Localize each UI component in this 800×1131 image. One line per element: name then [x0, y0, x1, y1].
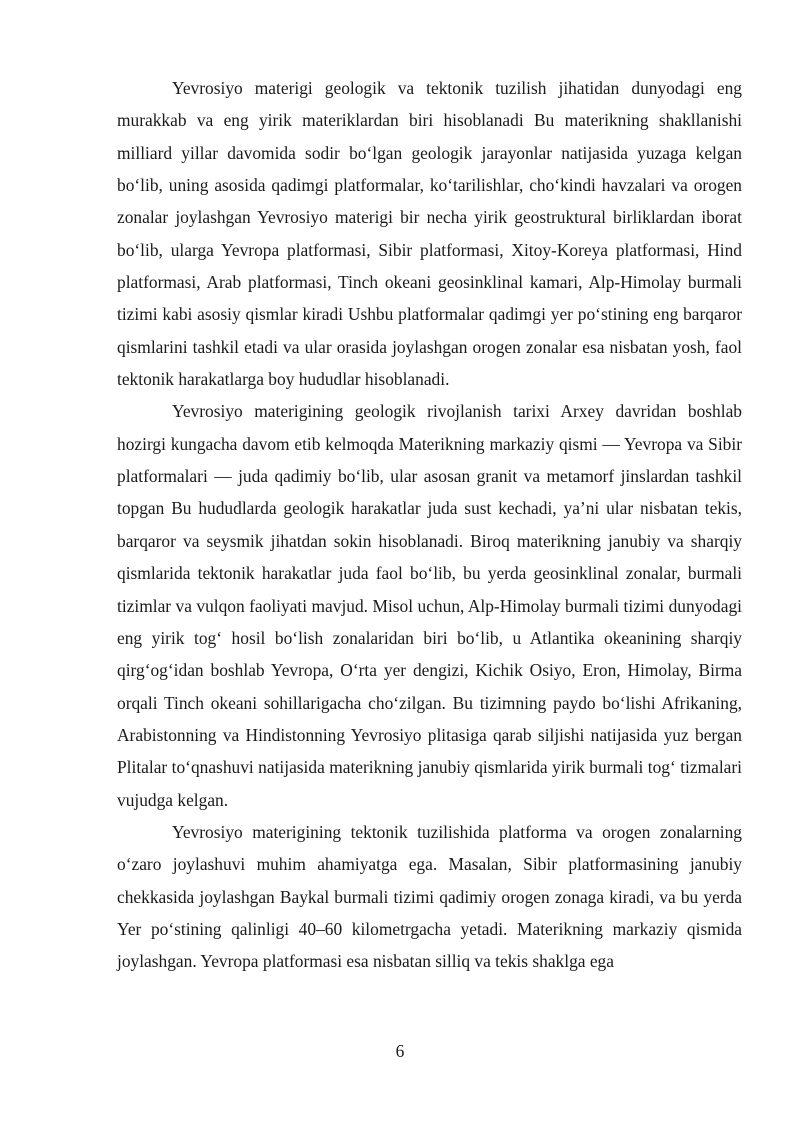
paragraph-3: Yevrosiyo materigining tektonik tuzilishida platforma va orogen zonalarning oʻzaro joylashuvi muhim ahamiyatga ega. Masalan, Sibir platformasining janubiy chekkasida joylashgan Baykal burmali tizimi qadimiy orogen zonaga kiradi, va bu yerda Yer poʻstining qalinligi 40–60 kilometrgacha yetadi. Materikning markaziy qismida joylashgan. Yevropa platformasi esa nisbatan silliq va tekis shaklga ega: [117, 821, 742, 972]
paragraph-2: Yevrosiyo materigining geologik rivojlanish tarixi Arxey davridan boshlab hozirgi kungacha davom etib kelmoqda Materikning markaziy qismi — Yevropa va Sibir platformalari — juda qadimiy boʻlib, ular asosan granit va metamorf jinslardan tashkil topgan Bu hududlarda geologik harakatlar juda sust kechadi, ya’ni ular nisbatan tekis, barqaror va seysmik jihatdan sokin hisoblanadi. Biroq materikning janubiy va sharqiy qismlarida tektonik harakatlar juda faol boʻlib, bu yerda geosinklinal zonalar, burmali tizimlar va vulqon faoliyati mavjud. Misol uchun, Alp-Himolay burmali tizimi dunyodagi eng yirik togʻ hosil boʻlish zonalaridan biri boʻlib, u Atlantika okeanining sharqiy qirgʻogʻidan boshlab Yevropa, Oʻrta yer dengizi, Kichik Osiyo, Eron, Himolay, Birma orqali Tinch okeani sohillarigacha choʻzilgan. Bu tizimning paydo boʻlishi Afrikaning, Arabistonning va Hindistonning Yevrosiyo plitasiga qarab siljishi natijasida yuz bergan Plitalar toʻqnashuvi natijasida materikning janubiy qismlarida yirik burmali togʻ tizmalari vujudga kelgan.: [117, 401, 742, 810]
body-text: [117, 72, 742, 978]
paragraph-1: Yevrosiyo materigi geologik va tektonik tuzilish jihatidan dunyodagi eng murakkab va eng yirik materiklardan biri hisoblanadi Bu materikning shakllanishi milliard yillar davomida sodir boʻlgan geologik jarayonlar natijasida yuzaga kelgan boʻlib, uning asosida qadimgi platformalar, koʻtarilishlar, choʻkindi havzalari va orogen zonalar joylashgan Yevrosiyo materigi bir necha yirik geostruktural birliklardan iborat boʻlib, ularga Yevropa platformasi, Sibir platformasi, Xitoy-Koreya platformasi, Hind platformasi, Arab platformasi, Tinch okeani geosinklinal kamari, Alp-Himolay burmali tizimi kabi asosiy qismlar kiradi Ushbu platformalar qadimgi yer poʻstining eng barqaror qismlarini tashkil etadi va ular orasida joylashgan orogen zonalar esa nisbatan yosh, faol tektonik harakatlarga boy hududlar hisoblanadi.: [117, 78, 742, 390]
page-number: 6: [395, 1041, 405, 1061]
